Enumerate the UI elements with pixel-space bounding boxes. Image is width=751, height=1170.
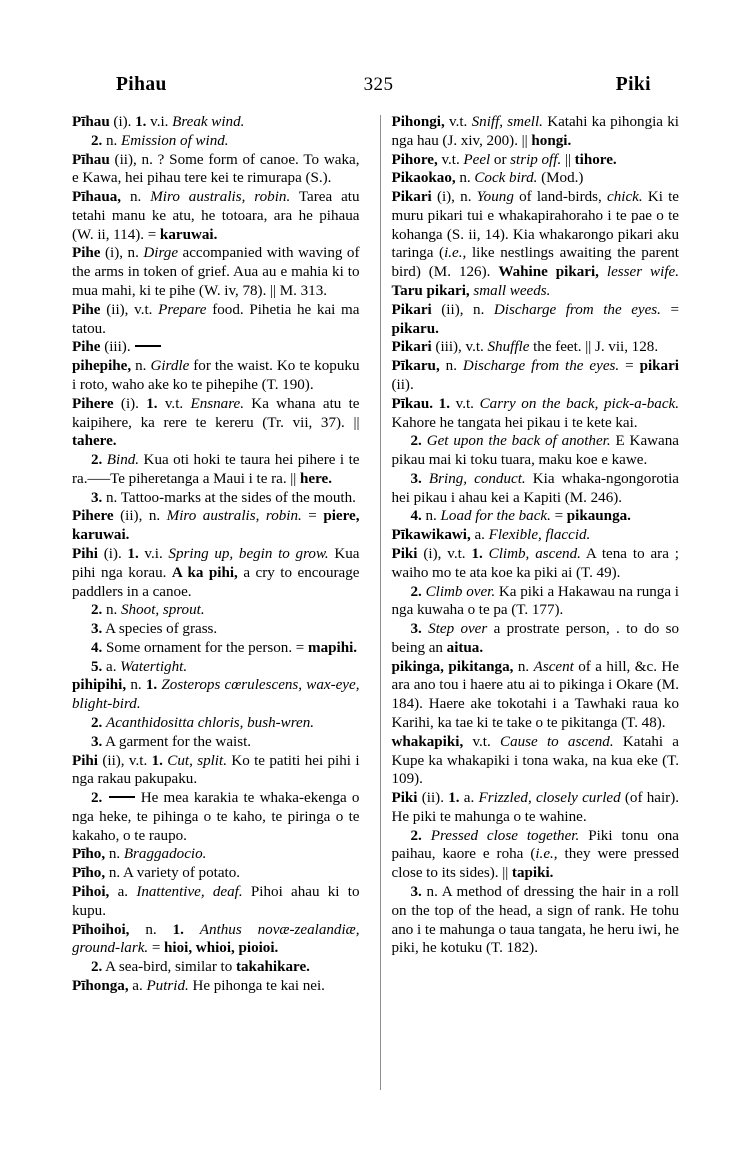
entry-sense-line: 3. n. Tattoo-marks at the sides of the mouth. [91,489,356,506]
right-column [392,113,680,1113]
entry-sense-line: 3. A species of grass. [91,621,218,638]
entry-sense-line: 2. n. Shoot, sprout. [91,602,205,619]
entry-headword-line: Pīhau (ii), n. ? Some form of canoe. To waka, e Kawa, hei pihau tere kei te rimurapa (S.). [72,151,360,187]
entry-headword-line: Piki (ii). 1. a. Frizzled, closely curled (of hair). He piki te mahunga o te wahine. [391,790,680,825]
entry-sense-line: 5. a. Watertight. [91,658,188,675]
entry-sense-line: 2. n. Emission of wind. [91,132,229,149]
em-dash-rule [135,345,161,347]
running-head [72,74,679,100]
entry-sense-line: 4. n. Load for the back. = pikaunga. [410,508,631,525]
entry-headword-line: pihepihe, n. Girdle for the waist. Ko te kopuku i roto, waho ake ko te pihepihe (T. 190). [72,358,360,393]
entry-sense-line: 3. A garment for the waist. [91,733,252,750]
entry-headword-line: Pihi (ii), v.t. 1. Cut, split. Ko te patiti hei pihi i nga rakau pakupaku. [72,752,360,788]
em-dash-rule [109,796,135,798]
page-number: 325 [363,74,394,95]
entry-headword-line: Pīho, n. A variety of potato. [72,865,241,882]
entry-headword-line: Pīkawikawi, a. Flexible, flaccid. [391,527,591,544]
running-head-left-catchword: Pihau [116,74,167,95]
entry-sense-line: 4. Some ornament for the person. = mapihi. [91,639,358,656]
entry-headword-line: Pīhoihoi, n. 1. Anthus novæ-zealandiæ, ground-lark. = hioi, whioi, pioioi. [72,921,360,957]
running-head-right-catchword: Piki [615,74,651,95]
column-divider-rule [380,115,381,1090]
entry-headword-line: Pihe (i), n. Dirge accompanied with waving of the arms in token of grief. Aua au e mahia ki to mua mahi, ki te pihe (W. iv, 78). || M. 313. [72,245,360,300]
entry-headword-line: Pihere (i). 1. v.t. Ensnare. Ka whana atu te kaipihere, ka rere te kereru (Tr. vii, 37). || tahere. [72,395,360,450]
entry-headword-line: Pihe (iii). [72,338,360,357]
entry-headword-line: Pikari (i), n. Young of land-birds, chick. Ki te muru pikari tui e whakapirahoraho i te pae o te kohanga (S. ii, 14). Kia whakarongo pikari aku taringa (i.e., like nestlings awaiting the parent bird) (M. 126). Wahine pikari, lesser wife. Taru pikari, small weeds. [391,189,680,300]
entry-headword-line: Pihoi, a. Inattentive, deaf. Pihoi ahau ki to kupu. [72,884,360,919]
entry-sense-line: 3. n. A method of dressing the hair in a roll on the top of the head, a sign of rank. He tohu ano i te mahunga o taua tangata, he heru iwi, he piki, he kotuku (T. 182). [391,884,679,957]
entry-headword-line: Pīhonga, a. Putrid. He pihonga te kai nei. [72,977,325,994]
entry-headword-line: pikinga, pikitanga, n. Ascent of a hill, &c. He ara ano tou i haere atu ai to pikinga i Okare (M. 184). Haere ake tokotahi i a Tawhaki raua ko Karihi, ka tae ki te take o te pikitanga (T. 48). [391,658,679,731]
entry-headword-line: Pihi (i). 1. v.i. Spring up, begin to grow. Kua pihi nga korau. A ka pihi, a cry to encourage paddlers in a canoe. [72,545,360,600]
entry-headword-line: Piki (i), v.t. 1. Climb, ascend. A tena to ara ; waiho mo te ata koe ka piki ai (T. 49). [391,545,679,581]
entry-headword-line: Pīhaua, n. Miro australis, robin. Tarea atu tetahi manu ke atu, he totoara, ara he pihaua (W. ii, 114). = karuwai. [72,189,360,243]
entry-sense-line: 3. Step over a prostrate person, . to do so being an aitua. [391,621,679,656]
entry-sense-line: 3. Bring, conduct. Kia whaka-ngongorotia hei pikau i ahau kei a Kapiti (M. 246). [391,470,679,506]
entry-headword-line: Pīhau (i). 1. v.i. Break wind. [72,114,245,130]
entry-sense-line: 2. He mea karakia te whaka-ekenga o nga heke, te pihinga o te kaho, te piringa o te kakaho, o te raupo. [72,790,360,844]
body-columns [72,113,679,1113]
entry-sense-line: 2. Bind. Kua oti hoki te taura hei pihere i te ra.—–Te piheretanga a Maui i te ra. || here. [72,452,360,487]
entry-headword-line: Pikari (iii), v.t. Shuffle the feet. || J. vii, 128. [391,339,659,356]
entry-headword-line: Pikari (ii), n. Discharge from the eyes. = pikaru. [391,301,679,337]
entry-sense-line: 2. Climb over. Ka piki a Hakawau na runga i nga kuwaha o te pa (T. 177). [391,583,679,619]
entry-sense-line: 2. A sea-bird, similar to takahikare. [91,959,310,976]
entry-headword-line: whakapiki, v.t. Cause to ascend. Katahi a Kupe ka whakapiki i tona waka, na kua eke (T. 109). [391,733,680,788]
entry-headword-line: Pīkaru, n. Discharge from the eyes. = pikari (ii). [391,358,680,393]
entry-sense-line: 2. Get upon the back of another. E Kawana pikau mai ki toku tuara, maku koe e kawe. [391,433,680,469]
entry-headword-line: Pihe (ii), v.t. Prepare food. Pihetia he kai ma tatou. [72,301,360,337]
entry-headword-line: Pihongi, v.t. Sniff, smell. Katahi ka pihongia ki nga hau (J. xiv, 200). || hongi. [391,114,680,149]
entry-headword-line: Pīho, n. Braggadocio. [72,846,207,863]
entry-sense-line: 2. Acanthidositta chloris, bush-wren. [91,715,315,731]
entry-headword-line: pihipihi, n. 1. Zosterops cœrulescens, wax-eye, blight-bird. [72,677,360,713]
entry-headword-line: Pihere (ii), n. Miro australis, robin. = piere, karuwai. [72,508,360,544]
entry-headword-line: Pihore, v.t. Peel or strip off. || tihore. [391,151,617,168]
entry-headword-line: Pikaokao, n. Cock bird. (Mod.) [391,170,584,187]
entry-sense-line: 2. Pressed close together. Piki tonu ona paihau, kaore e roha (i.e., they were pressed close to its sides). || tapiki. [391,827,679,882]
entry-headword-line: Pīkau. 1. v.t. Carry on the back, pick-a-back. Kahore he tangata hei pikau i te kete kai. [391,395,679,431]
left-column [72,113,369,1113]
